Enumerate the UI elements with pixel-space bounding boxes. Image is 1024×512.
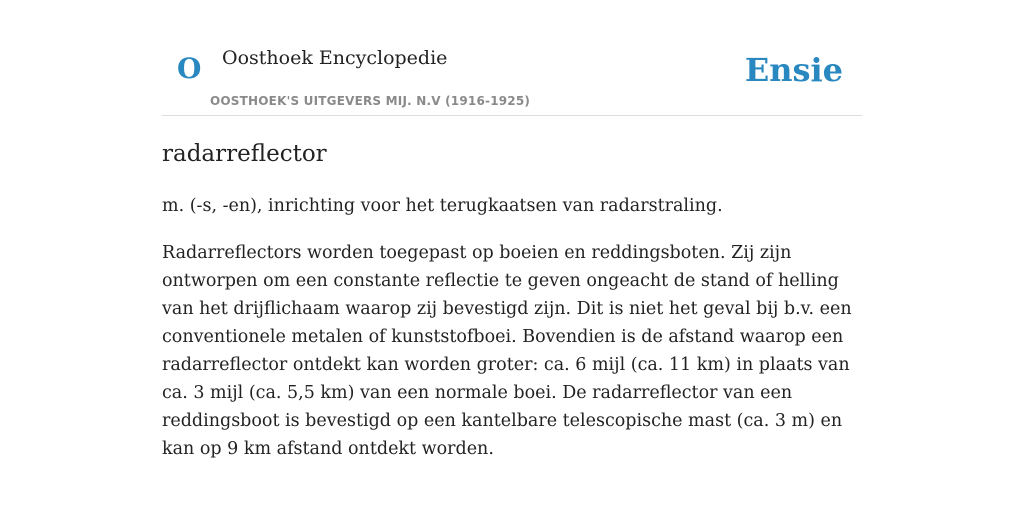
entry-definition: m. (-s, -en), inrichting voor het terugkaatsen van radarstraling. (162, 196, 723, 216)
site-subtitle: OOSTHOEK'S UITGEVERS MIJ. N.V (1916-1925) (210, 94, 531, 108)
entry-title: radarreflector (162, 141, 327, 167)
site-header (162, 0, 862, 116)
logo-icon[interactable]: O (177, 52, 202, 85)
content-container (162, 0, 862, 459)
brand-logo[interactable]: Ensie (744, 51, 843, 89)
entry-body: Radarreflectors worden toegepast op boeien en reddingsboten. Zij zijn ontworpen om een constante reflectie te geven ongeacht de stand of helling van het drijflichaam waarop zij bevestigd zijn. Dit is niet het geval bij b.v. een conventionele metalen of kunststofboei. Bovendien is de afstand waarop een radarreflector ontdekt kan worden groter: ca. 6 mijl (ca. 11 km) in plaats van ca. 3 mijl (ca. 5,5 km) van een normale boei. De radarreflector van een reddingsboot is bevestigd op een kantelbare telescopische mast (ca. 3 m) en kan op 9 km afstand ontdekt worden. (162, 243, 852, 459)
site-title[interactable]: Oosthoek Encyclopedie (222, 47, 448, 69)
